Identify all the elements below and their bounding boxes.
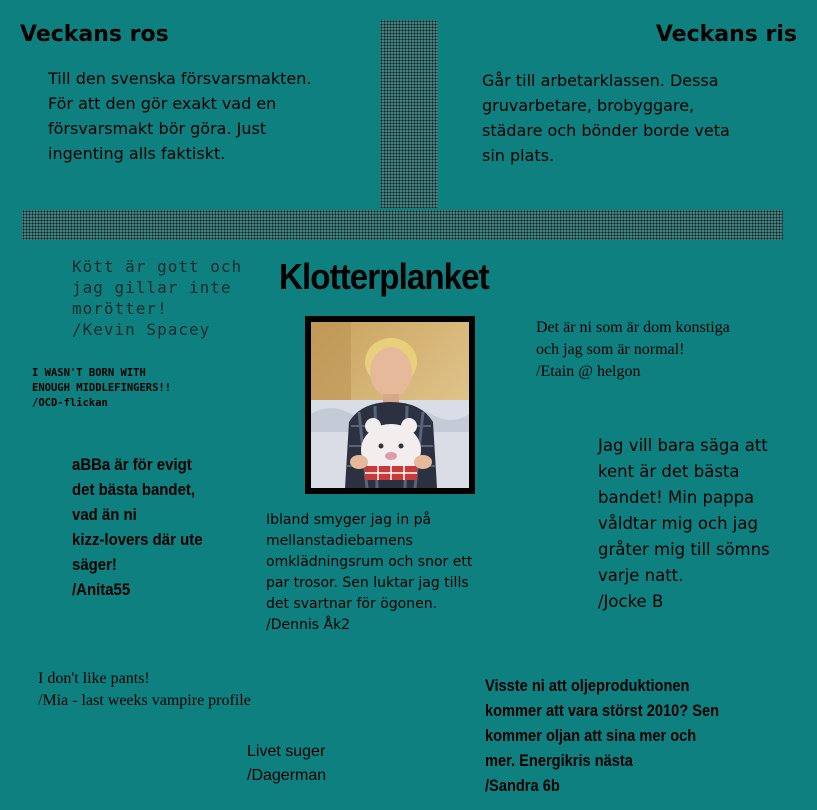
note-dagerman: Livet suger /Dagerman [247, 743, 327, 784]
dither-divider-horizontal [22, 210, 783, 240]
veckans-ris-text: Går till arbetarklassen. Dessa gruvarbetare, brobyggare, städare och bönder borde veta sin plats. [482, 71, 730, 165]
note-ocd-flickan: I WASN'T BORN WITH ENOUGH MIDDLEFINGERS!! /OCD-flickan [32, 367, 172, 409]
note-sandra-6b: Visste ni att oljeproduktionen kommer att vara störst 2010? Sen kommer oljan att sina mer och mer. Energikris nästa /Sandra 6b [485, 676, 720, 795]
veckans-ros-text: Till den svenska försvarsmakten. För att den gör exakt vad en försvarsmakt bör göra. Just ingenting alls faktiskt. [48, 69, 312, 163]
profile-photo [305, 316, 475, 494]
veckans-ros-heading: Veckans ros [20, 22, 169, 47]
photo-illustration [311, 322, 469, 488]
klotterplanket-title: Klotterplanket [279, 256, 489, 297]
note-dennis: Ibland smyger jag in på mellanstadiebarnens omklädningsrum och snor ett par trosor. Sen luktar jag tills det svartnar för ögonen. /Dennis Åk2 [266, 512, 473, 633]
note-kevin-spacey: Kött är gott och jag gillar inte morötter! /Kevin Spacey [72, 257, 243, 339]
note-anita55: aBBa är för evigt det bästa bandet, vad än ni kizz-lovers där ute säger! /Anita55 [72, 455, 203, 599]
veckans-ris-heading: Veckans ris [655, 22, 797, 47]
note-etain: Det är ni som är dom konstiga och jag som är normal! /Etain @ helgon [536, 319, 730, 380]
note-jocke-b: Jag vill bara säga att kent är det bästa bandet! Min pappa våldtar mig och jag gråter mig till sömns varje natt. /Jocke B [598, 436, 770, 611]
dither-divider-vertical [380, 20, 438, 208]
note-mia: I don't like pants! /Mia - last weeks vampire profile [38, 670, 251, 709]
